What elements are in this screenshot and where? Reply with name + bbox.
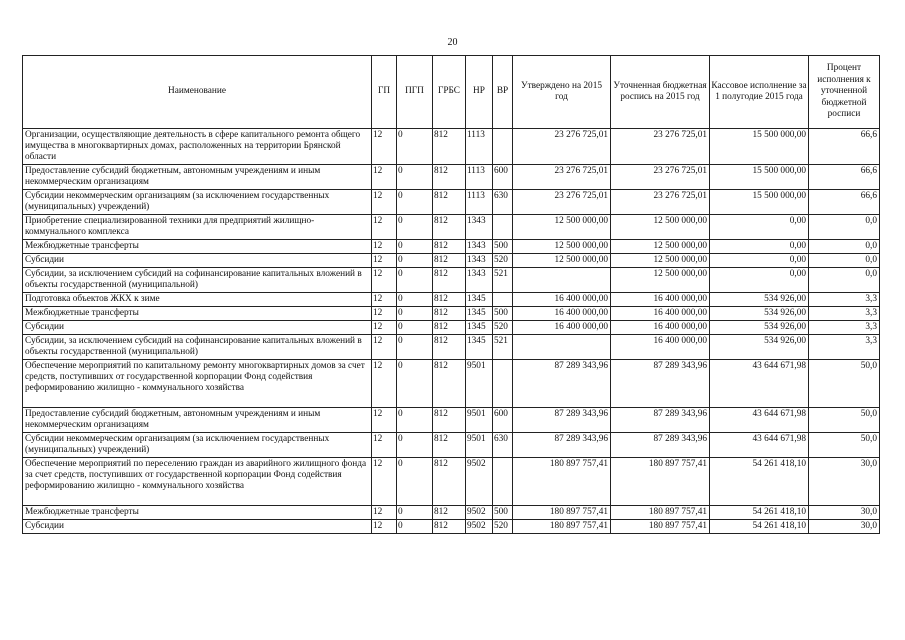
row-cash: 0,00: [710, 268, 809, 293]
row-percent: 66,6: [809, 129, 880, 165]
row-name: Межбюджетные трансферты: [23, 506, 372, 520]
row-refined: 12 500 000,00: [611, 254, 710, 268]
row-ppgp: 0: [397, 307, 433, 321]
row-ppgp: 0: [397, 165, 433, 190]
header-name: Наименование: [23, 56, 372, 129]
row-vr: 520: [493, 520, 513, 534]
row-percent: 0,0: [809, 268, 880, 293]
row-refined: 23 276 725,01: [611, 190, 710, 215]
row-cash: 43 644 671,98: [710, 360, 809, 408]
row-vr: 500: [493, 240, 513, 254]
table-row: [23, 165, 880, 190]
row-grbs: 812: [433, 360, 466, 408]
row-np: 9502: [466, 520, 493, 534]
table-row: [23, 293, 880, 307]
row-approved: 12 500 000,00: [513, 215, 611, 240]
row-cash: 54 261 418,10: [710, 520, 809, 534]
row-gp: 12: [372, 433, 397, 458]
row-name: Обеспечение мероприятий по капитальному ремонту многоквартирных домов за счет средств, поступивших от государственной корпорации Фонд содействия реформированию жилищно - коммунального хозяйства: [23, 360, 372, 408]
table-row: [23, 335, 880, 360]
row-vr: 521: [493, 335, 513, 360]
row-gp: 12: [372, 293, 397, 307]
page-number: 20: [447, 37, 458, 48]
row-vr: 521: [493, 268, 513, 293]
row-approved: 23 276 725,01: [513, 190, 611, 215]
row-np: 9501: [466, 360, 493, 408]
row-name: Предоставление субсидий бюджетным, автономным учреждениям и иным некоммерческим организациям: [23, 408, 372, 433]
row-name: Приобретение специализированной техники для предприятий жилищно-коммунального комплекса: [23, 215, 372, 240]
row-approved: [513, 268, 611, 293]
row-refined: 23 276 725,01: [611, 129, 710, 165]
table-row: [23, 240, 880, 254]
row-ppgp: 0: [397, 335, 433, 360]
row-grbs: 812: [433, 165, 466, 190]
row-name: Субсидии, за исключением субсидий на софинансирование капитальных вложений в объекты государственной (муниципальной): [23, 268, 372, 293]
row-refined: 16 400 000,00: [611, 307, 710, 321]
row-np: 9502: [466, 458, 493, 506]
row-vr: 600: [493, 408, 513, 433]
row-vr: [493, 215, 513, 240]
row-gp: 12: [372, 190, 397, 215]
row-ppgp: 0: [397, 506, 433, 520]
row-gp: 12: [372, 254, 397, 268]
row-vr: [493, 360, 513, 408]
row-np: 1343: [466, 268, 493, 293]
table-row: [23, 360, 880, 408]
row-name: Субсидии, за исключением субсидий на софинансирование капитальных вложений в объекты государственной (муниципальной): [23, 335, 372, 360]
row-refined: 180 897 757,41: [611, 506, 710, 520]
row-vr: [493, 293, 513, 307]
row-approved: 12 500 000,00: [513, 240, 611, 254]
row-np: 1113: [466, 190, 493, 215]
row-gp: 12: [372, 458, 397, 506]
row-cash: 15 500 000,00: [710, 129, 809, 165]
row-vr: [493, 129, 513, 165]
row-approved: 180 897 757,41: [513, 520, 611, 534]
header-refined: Уточненная бюджетная роспись на 2015 год: [611, 56, 710, 129]
table-row: [23, 506, 880, 520]
row-ppgp: 0: [397, 254, 433, 268]
header-percent: Процент исполнения к уточненной бюджетной росписи: [809, 56, 880, 129]
row-grbs: 812: [433, 321, 466, 335]
row-name: Обеспечение мероприятий по переселению граждан из аварийного жилищного фонда за счет средств, поступивших от государственной корпорации Фонд содействия реформированию жилищно - коммунального хозяйства: [23, 458, 372, 506]
row-percent: 3,3: [809, 335, 880, 360]
row-grbs: 812: [433, 215, 466, 240]
table-row: [23, 321, 880, 335]
row-ppgp: 0: [397, 408, 433, 433]
row-grbs: 812: [433, 240, 466, 254]
row-percent: 30,0: [809, 458, 880, 506]
row-gp: 12: [372, 307, 397, 321]
row-name: Межбюджетные трансферты: [23, 240, 372, 254]
row-refined: 12 500 000,00: [611, 240, 710, 254]
row-ppgp: 0: [397, 321, 433, 335]
row-vr: 520: [493, 254, 513, 268]
row-ppgp: 0: [397, 360, 433, 408]
row-refined: 12 500 000,00: [611, 268, 710, 293]
row-vr: 630: [493, 190, 513, 215]
row-approved: 12 500 000,00: [513, 254, 611, 268]
row-refined: 12 500 000,00: [611, 215, 710, 240]
row-percent: 3,3: [809, 293, 880, 307]
header-approved: Утверждено на 2015 год: [513, 56, 611, 129]
row-vr: 630: [493, 433, 513, 458]
row-np: 9502: [466, 506, 493, 520]
row-np: 1343: [466, 215, 493, 240]
row-approved: 87 289 343,96: [513, 433, 611, 458]
row-grbs: 812: [433, 433, 466, 458]
row-ppgp: 0: [397, 268, 433, 293]
table-row: [23, 307, 880, 321]
row-approved: 87 289 343,96: [513, 360, 611, 408]
row-ppgp: 0: [397, 240, 433, 254]
row-np: 1113: [466, 129, 493, 165]
row-grbs: 812: [433, 408, 466, 433]
header-np: НР: [466, 56, 493, 129]
row-vr: 500: [493, 307, 513, 321]
row-np: 1113: [466, 165, 493, 190]
row-percent: 0,0: [809, 240, 880, 254]
header-grbs: ГРБС: [433, 56, 466, 129]
row-ppgp: 0: [397, 293, 433, 307]
row-np: 1343: [466, 240, 493, 254]
row-cash: 0,00: [710, 240, 809, 254]
row-cash: 534 926,00: [710, 307, 809, 321]
row-name: Межбюджетные трансферты: [23, 307, 372, 321]
row-gp: 12: [372, 335, 397, 360]
row-cash: 15 500 000,00: [710, 190, 809, 215]
row-cash: 534 926,00: [710, 321, 809, 335]
row-grbs: 812: [433, 293, 466, 307]
row-approved: 23 276 725,01: [513, 165, 611, 190]
row-gp: 12: [372, 165, 397, 190]
row-np: 1345: [466, 293, 493, 307]
row-ppgp: 0: [397, 433, 433, 458]
table-row: [23, 268, 880, 293]
row-vr: 600: [493, 165, 513, 190]
table-row: [23, 433, 880, 458]
row-name: Субсидии: [23, 520, 372, 534]
row-ppgp: 0: [397, 129, 433, 165]
row-approved: 180 897 757,41: [513, 506, 611, 520]
row-refined: 180 897 757,41: [611, 520, 710, 534]
row-ppgp: 0: [397, 520, 433, 534]
row-grbs: 812: [433, 458, 466, 506]
row-gp: 12: [372, 268, 397, 293]
row-approved: 16 400 000,00: [513, 321, 611, 335]
row-np: 1345: [466, 321, 493, 335]
row-gp: 12: [372, 506, 397, 520]
row-name: Субсидии некоммерческим организациям (за исключением государственных (муниципальных) учреждений): [23, 433, 372, 458]
row-cash: 54 261 418,10: [710, 506, 809, 520]
row-approved: 87 289 343,96: [513, 408, 611, 433]
header-vr: ВР: [493, 56, 513, 129]
row-percent: 50,0: [809, 360, 880, 408]
row-approved: 16 400 000,00: [513, 293, 611, 307]
row-cash: 43 644 671,98: [710, 433, 809, 458]
header-gp: ГП: [372, 56, 397, 129]
row-gp: 12: [372, 520, 397, 534]
row-gp: 12: [372, 240, 397, 254]
header-cash: Кассовое исполнение за 1 полугодие 2015 года: [710, 56, 809, 129]
row-percent: 50,0: [809, 433, 880, 458]
row-approved: [513, 335, 611, 360]
row-approved: 16 400 000,00: [513, 307, 611, 321]
row-vr: [493, 458, 513, 506]
row-grbs: 812: [433, 254, 466, 268]
table-row: [23, 190, 880, 215]
row-percent: 3,3: [809, 307, 880, 321]
row-gp: 12: [372, 129, 397, 165]
row-refined: 16 400 000,00: [611, 335, 710, 360]
row-percent: 3,3: [809, 321, 880, 335]
row-ppgp: 0: [397, 458, 433, 506]
row-ppgp: 0: [397, 215, 433, 240]
row-cash: 534 926,00: [710, 335, 809, 360]
row-grbs: 812: [433, 190, 466, 215]
row-np: 1345: [466, 307, 493, 321]
table-row: [23, 215, 880, 240]
table-row: [23, 520, 880, 534]
row-refined: 23 276 725,01: [611, 165, 710, 190]
budget-table: [22, 55, 880, 534]
row-refined: 87 289 343,96: [611, 408, 710, 433]
row-name: Предоставление субсидий бюджетным, автономным учреждениям и иным некоммерческим организациям: [23, 165, 372, 190]
row-percent: 0,0: [809, 215, 880, 240]
row-approved: 23 276 725,01: [513, 129, 611, 165]
row-cash: 43 644 671,98: [710, 408, 809, 433]
row-name: Субсидии: [23, 321, 372, 335]
row-vr: 520: [493, 321, 513, 335]
row-gp: 12: [372, 321, 397, 335]
row-gp: 12: [372, 215, 397, 240]
row-name: Субсидии: [23, 254, 372, 268]
row-percent: 30,0: [809, 506, 880, 520]
row-ppgp: 0: [397, 190, 433, 215]
table-row: [23, 254, 880, 268]
row-percent: 0,0: [809, 254, 880, 268]
table-header: [23, 56, 880, 129]
row-cash: 534 926,00: [710, 293, 809, 307]
row-percent: 30,0: [809, 520, 880, 534]
row-grbs: 812: [433, 129, 466, 165]
row-refined: 16 400 000,00: [611, 321, 710, 335]
row-gp: 12: [372, 408, 397, 433]
row-cash: 54 261 418,10: [710, 458, 809, 506]
row-cash: 15 500 000,00: [710, 165, 809, 190]
table-body: [23, 129, 880, 534]
row-refined: 180 897 757,41: [611, 458, 710, 506]
row-np: 1343: [466, 254, 493, 268]
row-refined: 87 289 343,96: [611, 433, 710, 458]
row-grbs: 812: [433, 335, 466, 360]
row-cash: 0,00: [710, 215, 809, 240]
row-percent: 66,6: [809, 165, 880, 190]
table-row: [23, 458, 880, 506]
row-np: 1345: [466, 335, 493, 360]
row-name: Субсидии некоммерческим организациям (за исключением государственных (муниципальных) учреждений): [23, 190, 372, 215]
row-percent: 66,6: [809, 190, 880, 215]
row-grbs: 812: [433, 520, 466, 534]
row-np: 9501: [466, 408, 493, 433]
header-ppgp: ПГП: [397, 56, 433, 129]
row-refined: 87 289 343,96: [611, 360, 710, 408]
row-refined: 16 400 000,00: [611, 293, 710, 307]
row-grbs: 812: [433, 307, 466, 321]
row-approved: 180 897 757,41: [513, 458, 611, 506]
row-name: Организации, осуществляющие деятельность в сфере капитального ремонта общего имущества в многоквартирных домах, расположенных на территории Брянской области: [23, 129, 372, 165]
table-row: [23, 408, 880, 433]
row-name: Подготовка объектов ЖКХ к зиме: [23, 293, 372, 307]
row-gp: 12: [372, 360, 397, 408]
row-cash: 0,00: [710, 254, 809, 268]
table-row: [23, 129, 880, 165]
row-percent: 50,0: [809, 408, 880, 433]
row-np: 9501: [466, 433, 493, 458]
row-grbs: 812: [433, 268, 466, 293]
row-grbs: 812: [433, 506, 466, 520]
row-vr: 500: [493, 506, 513, 520]
